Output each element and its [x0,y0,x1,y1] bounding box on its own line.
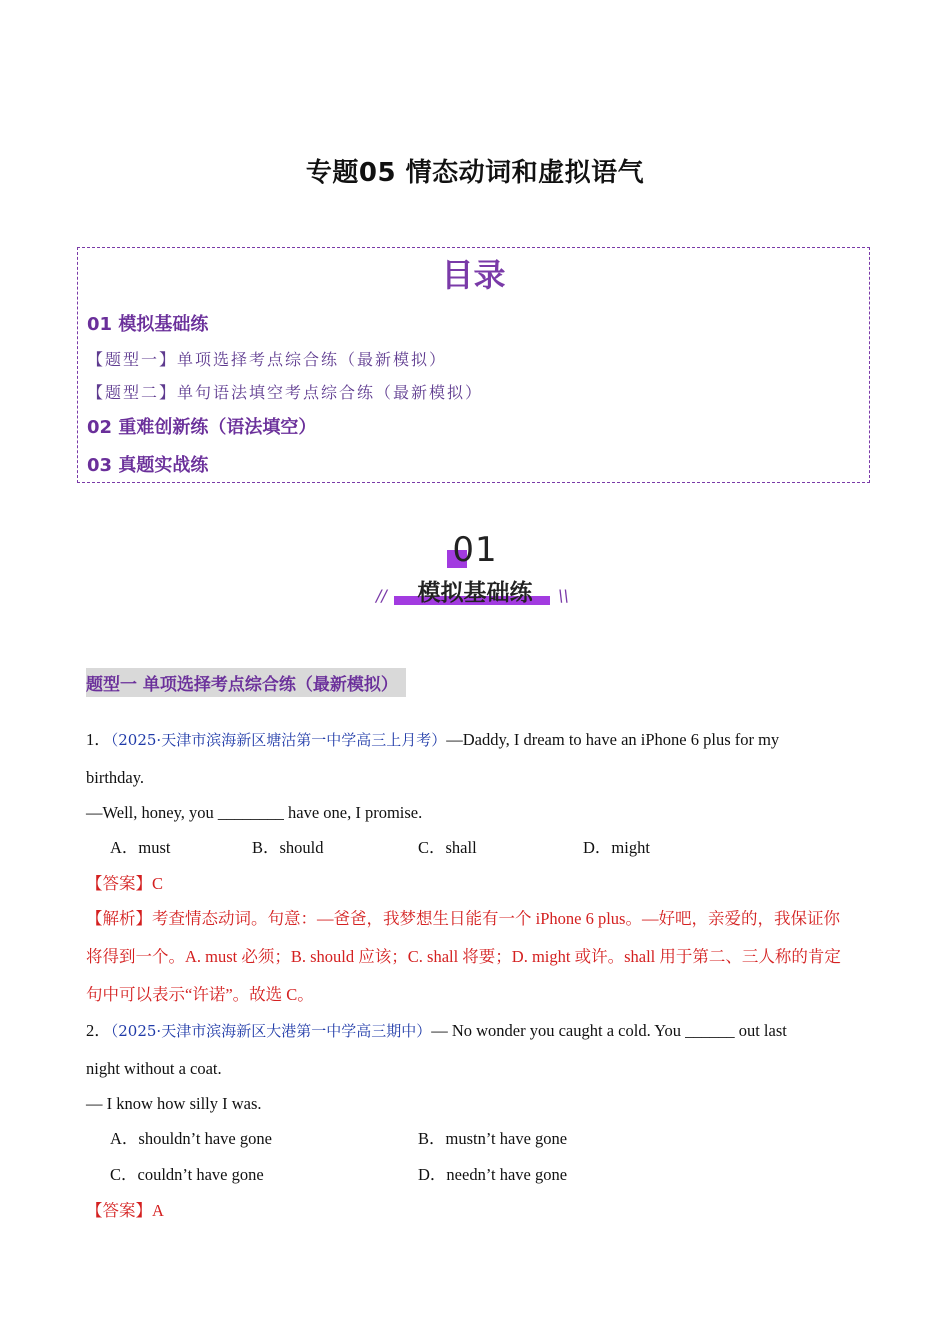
toc-item-type-two[interactable]: 【题型二】单句语法填空考点综合练（最新模拟） [87,383,484,402]
table-of-contents [77,247,870,483]
question-1-line-3: —Well, honey, you ________ have one, I promise. [86,803,423,822]
question-1-line-1 [86,729,866,751]
question-2-option-a[interactable]: A．shouldn’t have gone [110,1129,272,1148]
banner-right-slash-icon: \\ [558,586,569,605]
toc-item-difficult-innovation[interactable]: 02 重难创新练（语法填空） [87,417,317,438]
banner-number: 01 [452,530,498,570]
toc-heading: 目录 [441,256,506,294]
question-stem: — No wonder you caught a cold. You ______ out last [431,1021,787,1040]
question-1-analysis-line-2: 将得到一个。A. must 必须；B. should 应该；C. shall 将要；D. might 或许。shall 用于第二、三人称的肯定 [86,947,841,966]
question-source: （2025·天津市滨海新区塘沽第一中学高三上月考） [110,731,447,749]
question-type-heading: 题型一 单项选择考点综合练（最新模拟） [86,668,406,697]
toc-item-real-exam[interactable]: 03 真题实战练 [87,455,209,476]
question-2-line-3: — I know how silly I was. [86,1094,262,1113]
question-1-option-c[interactable]: C．shall [418,838,477,857]
question-1-option-a[interactable]: A．must [110,838,171,857]
banner-left-slash-icon: // [376,586,387,605]
question-2-option-b[interactable]: B．mustn’t have gone [418,1129,568,1148]
question-1-option-d[interactable]: D．might [583,838,650,857]
page-title: 专题05 情态动词和虚拟语气 [305,158,645,188]
question-2-option-d[interactable]: D．needn’t have gone [418,1165,568,1184]
question-number: 1． [86,730,111,749]
toc-item-simulation-basics[interactable]: 01 模拟基础练 [87,314,209,335]
section-banner [370,530,580,614]
question-2-answer: 【答案】A [86,1201,164,1220]
question-1-option-b[interactable]: B．should [252,838,324,857]
question-number: 2． [86,1021,111,1040]
question-2-option-c[interactable]: C．couldn’t have gone [110,1165,264,1184]
question-1-line-2: birthday. [86,768,145,787]
question-stem: —Daddy, I dream to have an iPhone 6 plus for my [446,730,780,749]
banner-label: 模拟基础练 [417,580,533,606]
question-1-answer: 【答案】C [86,874,164,893]
question-2-line-2: night without a coat. [86,1059,222,1078]
question-1-analysis-line-3: 句中可以表示“许诺”。故选 C。 [86,985,314,1004]
question-1-analysis-line-1: 【解析】考查情态动词。句意：—爸爸，我梦想生日能有一个 iPhone 6 plus。—好吧，亲爱的，我保证你 [86,909,840,928]
question-source: （2025·天津市滨海新区大港第一中学高三期中） [110,1022,432,1040]
question-2-line-1 [86,1020,866,1042]
toc-item-type-one[interactable]: 【题型一】单项选择考点综合练（最新模拟） [87,350,448,369]
